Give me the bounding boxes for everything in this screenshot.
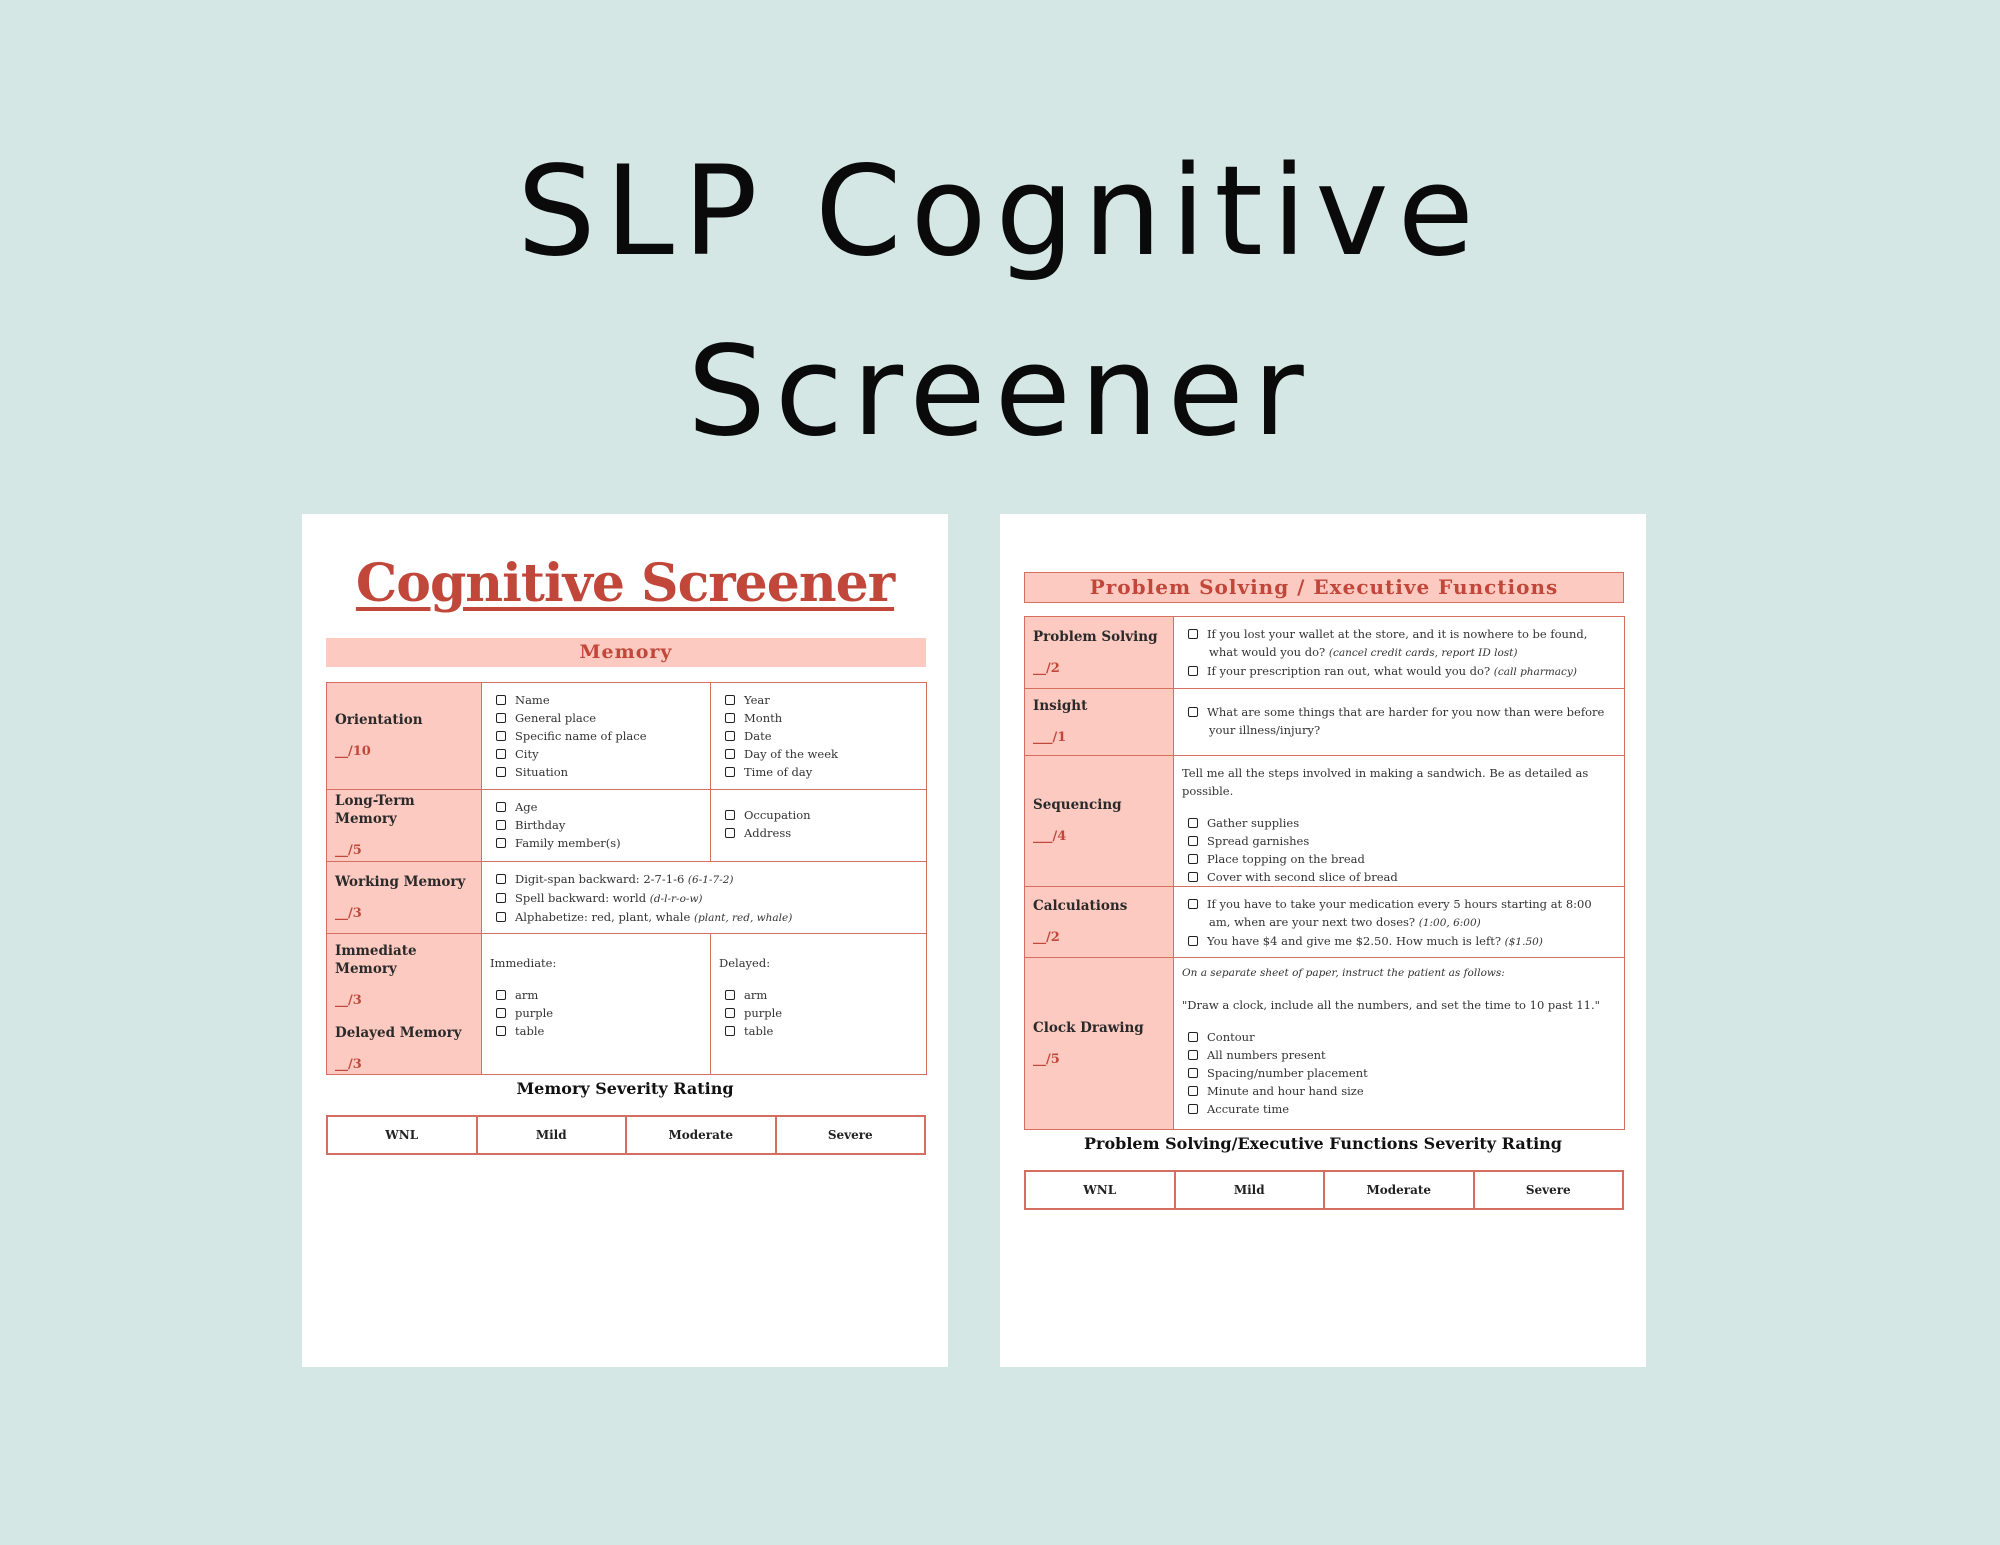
problem-solving-item-text: If you lost your wallet at the store, and it is nowhere to be found, what would you do? [1207, 627, 1588, 659]
delayed-item [725, 986, 926, 1004]
sequencing-item [1188, 850, 1624, 868]
recall-row [327, 934, 927, 1075]
calculations-item [1188, 932, 1614, 951]
clock-item-label: Spacing/number placement [1207, 1066, 1368, 1080]
orientation-col1 [496, 763, 710, 781]
checkbox[interactable] [1188, 1086, 1198, 1096]
problem-solving-item-text: If your prescription ran out, what would you do? [1207, 664, 1494, 678]
checkbox[interactable] [725, 749, 735, 759]
checkbox[interactable] [1188, 1104, 1198, 1114]
long-term-col2 [725, 824, 926, 842]
clock-item [1188, 1100, 1624, 1118]
rating-severe[interactable]: Severe [1474, 1171, 1624, 1209]
clock-item [1188, 1046, 1624, 1064]
checkbox[interactable] [725, 713, 735, 723]
orientation-col1 [496, 745, 710, 763]
long-term-col1 [496, 834, 710, 852]
calculations-row [1025, 887, 1625, 958]
immediate-heading: Immediate: [490, 956, 557, 970]
clock-label-cell [1025, 958, 1174, 1130]
long-term-col2-label: Address [744, 826, 792, 840]
orientation-col2 [725, 745, 926, 763]
working-item [496, 889, 926, 908]
clock-item-label: Contour [1207, 1030, 1255, 1044]
checkbox[interactable] [496, 1008, 506, 1018]
immediate-item [496, 1004, 710, 1022]
executive-section-header: Problem Solving / Executive Functions [1024, 572, 1624, 603]
orientation-label: Orientation [335, 712, 423, 728]
sequencing-item [1188, 868, 1624, 886]
rating-severe[interactable]: Severe [776, 1116, 926, 1154]
rating-moderate[interactable]: Moderate [1324, 1171, 1474, 1209]
checkbox[interactable] [1188, 854, 1198, 864]
clock-item [1188, 1028, 1624, 1046]
delayed-item [725, 1022, 926, 1040]
checkbox[interactable] [496, 893, 506, 903]
orientation-col1-label: Name [515, 693, 550, 707]
delayed-label: Delayed Memory [335, 1025, 462, 1041]
long-term-row [327, 790, 927, 862]
orientation-score: __/10 [335, 744, 371, 759]
clock-instruction: On a separate sheet of paper, instruct the patient as follows: [1182, 967, 1505, 979]
checkbox[interactable] [496, 713, 506, 723]
recall-label-cell [327, 934, 482, 1075]
checkbox[interactable] [725, 1026, 735, 1036]
checkbox[interactable] [725, 810, 735, 820]
insight-row [1025, 689, 1625, 756]
working-label: Working Memory [335, 873, 466, 890]
calculations-items-cell [1174, 887, 1625, 958]
orientation-col1-label: Specific name of place [515, 729, 647, 743]
clock-item-label: Minute and hour hand size [1207, 1084, 1364, 1098]
immediate-item-label: arm [515, 988, 539, 1002]
checkbox[interactable] [725, 990, 735, 1000]
long-term-col1-label: Family member(s) [515, 836, 621, 850]
clock-quote: "Draw a clock, include all the numbers, and set the time to 10 past 11." [1182, 998, 1600, 1012]
insight-label-cell [1025, 689, 1174, 756]
rating-mild[interactable]: Mild [477, 1116, 627, 1154]
checkbox[interactable] [725, 767, 735, 777]
banner-title-line2: Screener [687, 320, 1313, 464]
checkbox[interactable] [725, 731, 735, 741]
checkbox[interactable] [496, 749, 506, 759]
checkbox[interactable] [1188, 1050, 1198, 1060]
orientation-col2-label: Year [744, 693, 770, 707]
checkbox[interactable] [1188, 936, 1198, 946]
checkbox[interactable] [496, 820, 506, 830]
problem-solving-row [1025, 617, 1625, 689]
calculations-item [1188, 895, 1614, 932]
memory-rating-title: Memory Severity Rating [516, 1079, 734, 1098]
long-term-label-cell [327, 790, 482, 862]
calculations-label: Calculations [1033, 898, 1128, 914]
orientation-label-cell [327, 683, 482, 790]
working-item-answer: (6-1-7-2) [687, 874, 734, 886]
long-term-label: Long-Term Memory [335, 792, 415, 827]
immediate-item [496, 986, 710, 1004]
long-term-col1-label: Age [515, 800, 538, 814]
document-title: Cognitive Screener [355, 553, 895, 614]
sequencing-item [1188, 832, 1624, 850]
calculations-label-cell [1025, 887, 1174, 958]
sequencing-cell [1174, 756, 1625, 887]
orientation-col1-label: Situation [515, 765, 569, 779]
long-term-col2 [711, 790, 927, 862]
immediate-item-label: purple [515, 1006, 554, 1020]
sequencing-score: ___/4 [1033, 829, 1067, 844]
orientation-col2-label: Day of the week [744, 747, 838, 761]
problem-solving-item [1188, 625, 1614, 662]
memory-page [302, 514, 948, 1367]
long-term-col2-label: Occupation [744, 808, 811, 822]
immediate-item-label: table [515, 1024, 545, 1038]
checkbox[interactable] [1188, 1068, 1198, 1078]
checkbox[interactable] [496, 767, 506, 777]
calculations-item-answer: ($1.50) [1504, 936, 1543, 948]
delayed-item [725, 1004, 926, 1022]
rating-wnl[interactable]: WNL [1025, 1171, 1175, 1209]
clock-row [1025, 958, 1625, 1130]
clock-item [1188, 1064, 1624, 1082]
checkbox[interactable] [725, 1008, 735, 1018]
problem-solving-item [1188, 662, 1614, 681]
sequencing-label-cell [1025, 756, 1174, 887]
checkbox[interactable] [725, 695, 735, 705]
working-item [496, 870, 926, 889]
long-term-score: __/5 [335, 842, 362, 858]
orientation-col1 [482, 683, 711, 790]
rating-mild[interactable]: Mild [1175, 1171, 1325, 1209]
orientation-col2-label: Time of day [744, 765, 813, 779]
orientation-col1 [496, 727, 710, 745]
rating-wnl[interactable]: WNL [327, 1116, 477, 1154]
executive-rating-title: Problem Solving/Executive Functions Severity Rating [1084, 1134, 1562, 1153]
sequencing-item-label: Cover with second slice of bread [1207, 870, 1398, 884]
checkbox[interactable] [496, 990, 506, 1000]
immediate-score: __/3 [335, 993, 362, 1008]
orientation-col1 [496, 691, 710, 709]
executive-functions-page [1000, 514, 1646, 1367]
checkbox[interactable] [1188, 1032, 1198, 1042]
delayed-cell [711, 934, 927, 1075]
working-item-answer: (d-l-r-o-w) [649, 893, 703, 905]
insight-item [1188, 703, 1614, 739]
working-item [496, 908, 926, 927]
orientation-col2-label: Month [744, 711, 783, 725]
insight-label: Insight [1033, 698, 1088, 714]
long-term-col1 [496, 816, 710, 834]
clock-cell [1174, 958, 1625, 1130]
orientation-col2 [725, 709, 926, 727]
orientation-col2 [711, 683, 927, 790]
immediate-item [496, 1022, 710, 1040]
checkbox[interactable] [496, 695, 506, 705]
problem-solving-score: __/2 [1033, 660, 1060, 676]
clock-item-label: All numbers present [1207, 1048, 1326, 1062]
checkbox[interactable] [496, 1026, 506, 1036]
rating-moderate[interactable]: Moderate [626, 1116, 776, 1154]
orientation-col2 [725, 763, 926, 781]
delayed-heading: Delayed: [719, 956, 771, 970]
sequencing-item-label: Spread garnishes [1207, 834, 1310, 848]
long-term-col1 [496, 798, 710, 816]
orientation-col2 [725, 691, 926, 709]
long-term-col2 [725, 806, 926, 824]
checkbox[interactable] [496, 874, 506, 884]
orientation-row [327, 683, 927, 790]
calculations-item-text: If you have to take your medication every 5 hours starting at 8:00 am, when are your next two doses? [1207, 897, 1592, 929]
checkbox[interactable] [496, 731, 506, 741]
checkbox[interactable] [496, 912, 506, 922]
working-item-text: Digit-span backward: 2-7-1-6 [515, 872, 688, 886]
clock-label: Clock Drawing [1033, 1019, 1144, 1036]
problem-solving-item-answer: (cancel credit cards, report ID lost) [1328, 647, 1518, 659]
insight-score: ___/1 [1033, 730, 1067, 745]
working-score: __/3 [335, 905, 362, 921]
memory-table [326, 682, 927, 1075]
working-row [327, 862, 927, 934]
insight-item-text: What are some things that are harder for you now than were before your illness/injury? [1207, 705, 1605, 737]
problem-solving-label: Problem Solving [1033, 628, 1158, 645]
working-item-text: Alphabetize: red, plant, whale [515, 910, 694, 924]
delayed-item-label: table [744, 1024, 774, 1038]
working-item-answer: (plant, red, whale) [693, 912, 793, 924]
working-label-cell [327, 862, 482, 934]
long-term-col1 [482, 790, 711, 862]
immediate-label: Immediate Memory [335, 943, 417, 977]
checkbox[interactable] [496, 838, 506, 848]
checkbox[interactable] [1188, 872, 1198, 882]
sequencing-item-label: Place topping on the bread [1207, 852, 1365, 866]
long-term-col1-label: Birthday [515, 818, 566, 832]
sequencing-item [1188, 814, 1624, 832]
orientation-col1-label: City [515, 747, 539, 761]
sequencing-row [1025, 756, 1625, 887]
calculations-item-text: You have $4 and give me $2.50. How much is left? [1207, 934, 1505, 948]
working-item-text: Spell backward: world [515, 891, 650, 905]
orientation-col1-label: General place [515, 711, 597, 725]
immediate-cell [482, 934, 711, 1075]
sequencing-prompt: Tell me all the steps involved in making a sandwich. Be as detailed as possible. [1182, 766, 1589, 798]
delayed-item-label: arm [744, 988, 768, 1002]
orientation-col2-label: Date [744, 729, 772, 743]
problem-solving-item-answer: (call pharmacy) [1493, 666, 1577, 678]
calculations-score: __/2 [1033, 930, 1060, 945]
checkbox[interactable] [496, 802, 506, 812]
delayed-score: __/3 [335, 1057, 362, 1072]
checkbox[interactable] [1188, 899, 1198, 909]
memory-section-header: Memory [326, 638, 926, 667]
executive-table [1024, 616, 1625, 1130]
checkbox[interactable] [1188, 666, 1198, 676]
checkbox[interactable] [1188, 818, 1198, 828]
checkbox[interactable] [1188, 836, 1198, 846]
clock-score: __/5 [1033, 1051, 1060, 1067]
orientation-col1 [496, 709, 710, 727]
clock-item-label: Accurate time [1207, 1102, 1290, 1116]
memory-severity-rating [326, 1115, 926, 1155]
clock-item [1188, 1082, 1624, 1100]
delayed-item-label: purple [744, 1006, 783, 1020]
problem-solving-label-cell [1025, 617, 1174, 689]
problem-solving-items-cell [1174, 617, 1625, 689]
banner-title-line1: SLP Cognitive [517, 140, 1483, 284]
checkbox[interactable] [725, 828, 735, 838]
calculations-item-answer: (1:00, 6:00) [1418, 917, 1481, 929]
sequencing-item-label: Gather supplies [1207, 816, 1300, 830]
checkbox[interactable] [1188, 629, 1198, 639]
executive-severity-rating [1024, 1170, 1624, 1210]
working-items-cell [482, 862, 927, 934]
checkbox[interactable] [1188, 707, 1198, 717]
sequencing-label: Sequencing [1033, 797, 1122, 813]
orientation-col2 [725, 727, 926, 745]
insight-items-cell [1174, 689, 1625, 756]
